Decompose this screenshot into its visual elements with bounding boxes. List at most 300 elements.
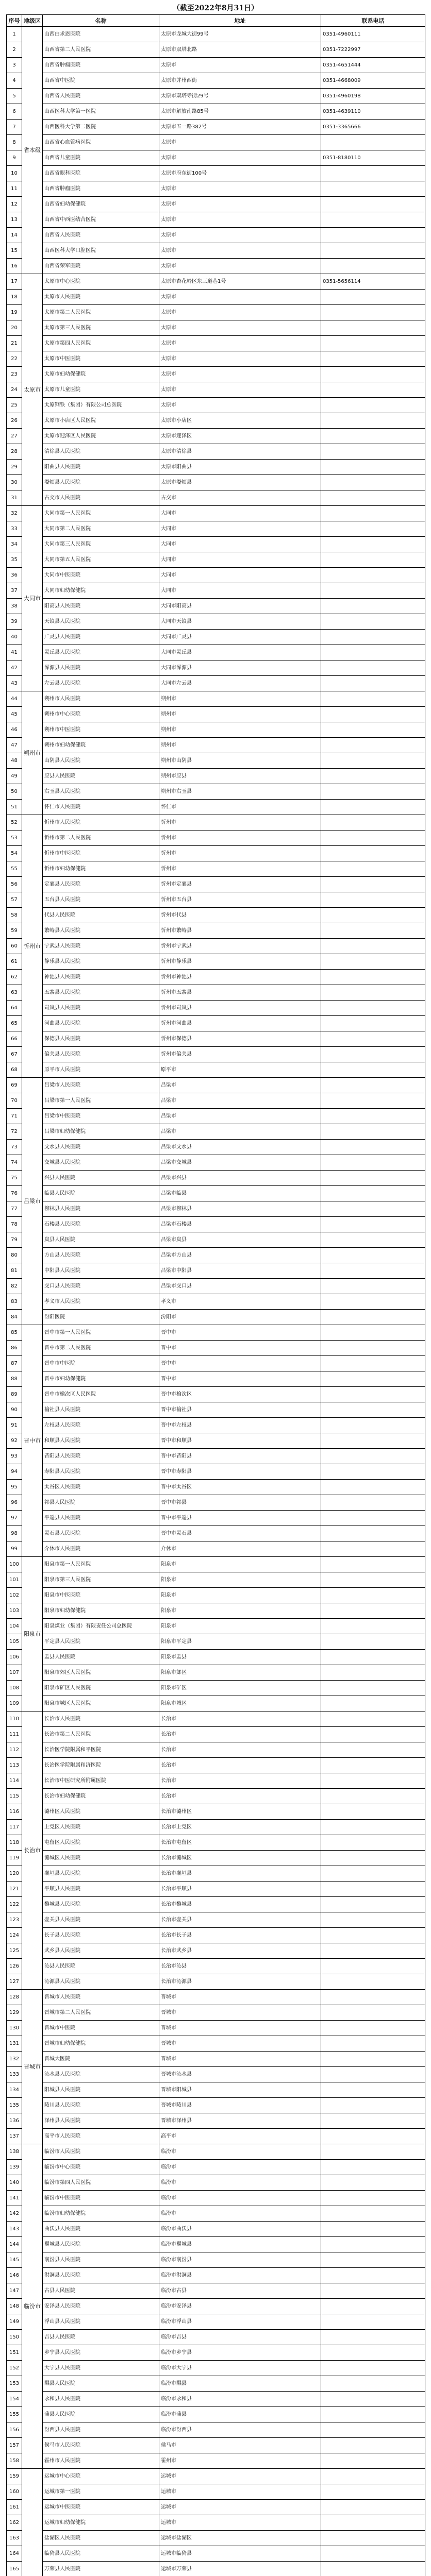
row-hospital-name: 蒲县人民医院: [43, 2407, 159, 2422]
row-seq: 99: [7, 1541, 22, 1557]
table-row: [7, 1418, 425, 1433]
row-phone: [321, 320, 425, 336]
table-row: [7, 831, 425, 846]
row-hospital-name: 上党区人民医院: [43, 1820, 159, 1835]
row-hospital-name: 吉县人民医院: [43, 2330, 159, 2345]
row-hospital-name: 文水县人民医院: [43, 1140, 159, 1155]
row-address: 长治市长子县: [159, 1928, 321, 1943]
row-phone: [321, 970, 425, 985]
row-city: 朔州市: [22, 691, 43, 815]
row-seq: 140: [7, 2175, 22, 2191]
table-row: [7, 1294, 425, 1310]
table-row: [7, 676, 425, 691]
row-hospital-name: 太谷区人民医院: [43, 1480, 159, 1495]
row-seq: 115: [7, 1789, 22, 1804]
row-hospital-name: 临汾市中心医院: [43, 2160, 159, 2175]
row-seq: 19: [7, 305, 22, 320]
table-row: [7, 2144, 425, 2160]
row-city: 阳泉市: [22, 1557, 43, 1711]
row-phone: [321, 2562, 425, 2576]
row-seq: 135: [7, 2098, 22, 2113]
table-row: [7, 1789, 425, 1804]
row-address: 大同市: [159, 583, 321, 599]
row-phone: [321, 1433, 425, 1449]
row-address: 运城市: [159, 2484, 321, 2500]
row-hospital-name: 广灵县人民医院: [43, 630, 159, 645]
row-address: 太原市龙城大街99号: [159, 27, 321, 42]
row-address: 晋城市沁水县: [159, 2067, 321, 2082]
row-address: 忻州市繁峙县: [159, 923, 321, 939]
row-phone: [321, 2144, 425, 2160]
table-row: [7, 2129, 425, 2144]
row-hospital-name: 偏关县人民医院: [43, 1047, 159, 1062]
row-address: 晋城市陵川县: [159, 2098, 321, 2113]
row-hospital-name: 长治市第二人民医院: [43, 1727, 159, 1742]
table-row: [7, 58, 425, 73]
row-hospital-name: 应县人民医院: [43, 769, 159, 784]
row-seq: 80: [7, 1248, 22, 1263]
row-seq: 77: [7, 1201, 22, 1217]
row-hospital-name: 霍州市人民医院: [43, 2453, 159, 2469]
table-row: [7, 815, 425, 831]
row-phone: [321, 2314, 425, 2330]
row-seq: 103: [7, 1603, 22, 1619]
table-row: [7, 1371, 425, 1387]
row-seq: 27: [7, 429, 22, 444]
table-row: [7, 1387, 425, 1402]
row-seq: 113: [7, 1758, 22, 1773]
row-seq: 7: [7, 120, 22, 135]
row-seq: 38: [7, 599, 22, 614]
row-seq: 129: [7, 2005, 22, 2021]
row-address: 长治市黎城县: [159, 1897, 321, 1912]
table-row: [7, 1773, 425, 1789]
row-seq: 112: [7, 1742, 22, 1758]
row-phone: [321, 490, 425, 506]
row-phone: [321, 2252, 425, 2268]
row-seq: 94: [7, 1464, 22, 1480]
row-seq: 18: [7, 290, 22, 305]
row-phone: 0351-4651444: [321, 58, 425, 73]
row-phone: [321, 1742, 425, 1758]
row-hospital-name: 平定县人民医院: [43, 1634, 159, 1650]
row-seq: 153: [7, 2376, 22, 2392]
row-phone: [321, 1449, 425, 1464]
row-seq: 84: [7, 1310, 22, 1325]
table-row: [7, 305, 425, 320]
row-seq: 12: [7, 197, 22, 212]
row-phone: [321, 290, 425, 305]
header-phone: 联系电话: [321, 15, 425, 27]
row-phone: [321, 1078, 425, 1093]
row-seq: 58: [7, 908, 22, 923]
row-address: 晋中市左权县: [159, 1418, 321, 1433]
row-phone: [321, 908, 425, 923]
row-phone: [321, 1897, 425, 1912]
row-phone: [321, 135, 425, 150]
row-seq: 123: [7, 1912, 22, 1928]
row-phone: 0351-4960111: [321, 27, 425, 42]
row-hospital-name: 泽州县人民医院: [43, 2113, 159, 2129]
row-phone: [321, 2330, 425, 2345]
row-hospital-name: 晋城大医院: [43, 2052, 159, 2067]
row-seq: 146: [7, 2268, 22, 2283]
row-phone: [321, 1279, 425, 1294]
row-seq: 31: [7, 490, 22, 506]
row-hospital-name: 山西医科大学第二医院: [43, 120, 159, 135]
row-phone: [321, 1974, 425, 1990]
hospital-table: [6, 14, 425, 2576]
row-seq: 97: [7, 1511, 22, 1526]
row-seq: 28: [7, 444, 22, 460]
row-address: 太原市: [159, 212, 321, 228]
row-address: 太原市府东街100号: [159, 166, 321, 181]
row-address: 长治市沁源县: [159, 1974, 321, 1990]
row-phone: [321, 2500, 425, 2515]
table-row: [7, 1572, 425, 1588]
row-seq: 150: [7, 2330, 22, 2345]
row-seq: 156: [7, 2422, 22, 2438]
table-row: [7, 846, 425, 861]
row-phone: [321, 2005, 425, 2021]
row-seq: 55: [7, 861, 22, 877]
row-seq: 147: [7, 2283, 22, 2299]
row-address: 长治市: [159, 1711, 321, 1727]
row-hospital-name: 昔阳县人民医院: [43, 1449, 159, 1464]
row-address: 太原市小店区: [159, 413, 321, 429]
table-row: [7, 104, 425, 120]
row-hospital-name: 阳泉市郊区人民医院: [43, 1665, 159, 1681]
row-phone: [321, 2160, 425, 2175]
row-phone: [321, 2021, 425, 2036]
table-row: [7, 1109, 425, 1124]
row-phone: [321, 2082, 425, 2098]
row-seq: 105: [7, 1634, 22, 1650]
table-row: [7, 939, 425, 954]
row-hospital-name: 运城市第一医院: [43, 2484, 159, 2500]
row-seq: 47: [7, 738, 22, 753]
row-hospital-name: 浮山县人民医院: [43, 2314, 159, 2330]
row-address: 大同市: [159, 552, 321, 568]
row-phone: [321, 815, 425, 831]
row-address: 晋城市: [159, 2052, 321, 2067]
row-phone: 0351-4639110: [321, 104, 425, 120]
table-row: [7, 769, 425, 784]
row-hospital-name: 阳泉煤业（集团）有限责任公司总医院: [43, 1619, 159, 1634]
row-phone: [321, 630, 425, 645]
row-address: 晋中市: [159, 1356, 321, 1371]
row-seq: 148: [7, 2299, 22, 2314]
row-phone: [321, 2345, 425, 2361]
table-row: [7, 2206, 425, 2222]
row-hospital-name: 沁县人民医院: [43, 1959, 159, 1974]
row-address: 太原市双塔北路: [159, 42, 321, 58]
table-row: [7, 691, 425, 707]
row-seq: 63: [7, 985, 22, 1001]
row-seq: 2: [7, 42, 22, 58]
table-row: [7, 2237, 425, 2252]
row-hospital-name: 山西省人民医院: [43, 89, 159, 104]
table-row: [7, 2531, 425, 2546]
row-hospital-name: 太原市中心医院: [43, 274, 159, 290]
row-seq: 92: [7, 1433, 22, 1449]
table-row: [7, 2252, 425, 2268]
row-phone: [321, 1418, 425, 1433]
row-hospital-name: 晋城市人民医院: [43, 1990, 159, 2005]
row-seq: 157: [7, 2438, 22, 2453]
row-phone: [321, 181, 425, 197]
row-phone: [321, 1851, 425, 1866]
table-row: [7, 2082, 425, 2098]
table-row: [7, 1928, 425, 1943]
row-seq: 44: [7, 691, 22, 707]
table-row: [7, 413, 425, 429]
row-address: 太原市娄烦县: [159, 475, 321, 490]
row-address: 晋城市泽州县: [159, 2113, 321, 2129]
row-address: 大同市: [159, 568, 321, 583]
row-hospital-name: 万荣县人民医院: [43, 2562, 159, 2576]
table-row: [7, 2345, 425, 2361]
row-phone: [321, 2113, 425, 2129]
row-phone: [321, 228, 425, 243]
table-row: [7, 1356, 425, 1371]
table-row: [7, 1093, 425, 1109]
table-row: [7, 1402, 425, 1418]
row-hospital-name: 定襄县人民医院: [43, 877, 159, 892]
row-address: 长治市: [159, 1727, 321, 1742]
row-address: 临汾市: [159, 2206, 321, 2222]
row-phone: [321, 382, 425, 398]
row-seq: 106: [7, 1650, 22, 1665]
row-address: 汾阳市: [159, 1310, 321, 1325]
row-seq: 23: [7, 367, 22, 382]
row-hospital-name: 阳泉市第三人民医院: [43, 1572, 159, 1588]
row-hospital-name: 曲沃县人民医院: [43, 2222, 159, 2237]
row-phone: [321, 1665, 425, 1681]
row-address: 运城市临猗县: [159, 2546, 321, 2562]
row-address: 晋中市榆次区: [159, 1387, 321, 1402]
row-hospital-name: 灵石县人民医院: [43, 1526, 159, 1541]
row-seq: 144: [7, 2237, 22, 2252]
row-hospital-name: 清徐县人民医院: [43, 444, 159, 460]
table-row: [7, 2484, 425, 2500]
row-seq: 138: [7, 2144, 22, 2160]
row-phone: [321, 2036, 425, 2052]
row-hospital-name: 五台县人民医院: [43, 892, 159, 908]
row-seq: 160: [7, 2484, 22, 2500]
row-hospital-name: 山西白求恩医院: [43, 27, 159, 42]
row-address: 长治市: [159, 1773, 321, 1789]
row-address: 吕梁市: [159, 1124, 321, 1140]
row-hospital-name: 大同市第三人民医院: [43, 537, 159, 552]
row-seq: 68: [7, 1062, 22, 1078]
row-phone: [321, 2376, 425, 2392]
row-hospital-name: 宁武县人民医院: [43, 939, 159, 954]
row-address: 吕梁市: [159, 1078, 321, 1093]
row-hospital-name: 石楼县人民医院: [43, 1217, 159, 1232]
row-seq: 69: [7, 1078, 22, 1093]
row-hospital-name: 太原市中医医院: [43, 351, 159, 367]
row-seq: 87: [7, 1356, 22, 1371]
row-address: 忻州市保德县: [159, 1031, 321, 1047]
table-row: [7, 2113, 425, 2129]
row-seq: 165: [7, 2562, 22, 2576]
row-seq: 76: [7, 1186, 22, 1201]
row-address: 忻州市五台县: [159, 892, 321, 908]
table-header-row: [7, 15, 425, 27]
row-address: 临汾市: [159, 2191, 321, 2206]
row-address: 长治市潞州区: [159, 1804, 321, 1820]
row-address: 太原市: [159, 135, 321, 150]
row-address: 晋中市寿阳县: [159, 1464, 321, 1480]
table-row: [7, 2453, 425, 2469]
row-phone: [321, 2546, 425, 2562]
row-address: 霍州市: [159, 2453, 321, 2469]
table-row: [7, 660, 425, 676]
row-hospital-name: 襄垣县人民医院: [43, 1866, 159, 1882]
row-seq: 22: [7, 351, 22, 367]
row-address: 长治市上党区: [159, 1820, 321, 1835]
row-seq: 104: [7, 1619, 22, 1634]
table-row: [7, 753, 425, 769]
row-address: 太原市清徐县: [159, 444, 321, 460]
row-address: 太原市: [159, 320, 321, 336]
table-row: [7, 1201, 425, 1217]
table-row: [7, 89, 425, 104]
row-phone: [321, 1171, 425, 1186]
row-address: 临汾市: [159, 2144, 321, 2160]
row-hospital-name: 原平市人民医院: [43, 1062, 159, 1078]
table-row: [7, 1016, 425, 1031]
row-city: 吕梁市: [22, 1078, 43, 1325]
row-hospital-name: 保德县人民医院: [43, 1031, 159, 1047]
row-seq: 10: [7, 166, 22, 181]
row-phone: [321, 1464, 425, 1480]
table-row: [7, 2469, 425, 2484]
table-row: [7, 1001, 425, 1016]
row-address: 朔州市: [159, 722, 321, 738]
table-row: [7, 2562, 425, 2576]
table-row: [7, 614, 425, 630]
row-seq: 4: [7, 73, 22, 89]
row-seq: 8: [7, 135, 22, 150]
row-address: 太原市: [159, 351, 321, 367]
row-hospital-name: 吕梁市中医医院: [43, 1109, 159, 1124]
row-address: 忻州市宁武县: [159, 939, 321, 954]
row-phone: [321, 367, 425, 382]
table-row: [7, 2052, 425, 2067]
row-phone: [321, 939, 425, 954]
row-address: 阳泉市盂县: [159, 1650, 321, 1665]
row-hospital-name: 运城市中医医院: [43, 2500, 159, 2515]
row-phone: [321, 2299, 425, 2314]
row-seq: 35: [7, 552, 22, 568]
row-seq: 64: [7, 1001, 22, 1016]
table-row: [7, 2005, 425, 2021]
row-address: 阳泉市: [159, 1588, 321, 1603]
row-phone: [321, 676, 425, 691]
row-phone: [321, 2407, 425, 2422]
table-row: [7, 1742, 425, 1758]
table-row: [7, 506, 425, 521]
row-phone: [321, 1681, 425, 1696]
row-seq: 29: [7, 460, 22, 475]
row-address: 临汾市汾西县: [159, 2422, 321, 2438]
row-address: 太原市五一路382号: [159, 120, 321, 135]
table-row: [7, 599, 425, 614]
row-address: 忻州市河曲县: [159, 1016, 321, 1031]
row-address: 古交市: [159, 490, 321, 506]
row-seq: 85: [7, 1325, 22, 1341]
row-phone: [321, 583, 425, 599]
row-address: 晋城市: [159, 1990, 321, 2005]
row-phone: [321, 1325, 425, 1341]
row-seq: 17: [7, 274, 22, 290]
table-row: [7, 135, 425, 150]
row-seq: 52: [7, 815, 22, 831]
table-row: [7, 1912, 425, 1928]
row-seq: 151: [7, 2345, 22, 2361]
row-phone: 0351-5656114: [321, 274, 425, 290]
row-phone: [321, 1356, 425, 1371]
row-hospital-name: 朔州市中医医院: [43, 722, 159, 738]
table-row: [7, 1619, 425, 1634]
row-phone: [321, 1866, 425, 1882]
table-row: [7, 274, 425, 290]
row-address: 太原市: [159, 243, 321, 259]
row-address: 临汾市大宁县: [159, 2361, 321, 2376]
row-address: 晋城市: [159, 2005, 321, 2021]
row-address: 晋中市: [159, 1341, 321, 1356]
table-row: [7, 382, 425, 398]
row-seq: 98: [7, 1526, 22, 1541]
row-hospital-name: 太原市儿童医院: [43, 382, 159, 398]
table-row: [7, 583, 425, 599]
row-address: 阳泉市平定县: [159, 1634, 321, 1650]
row-hospital-name: 运城市中心医院: [43, 2469, 159, 2484]
row-seq: 130: [7, 2021, 22, 2036]
row-seq: 155: [7, 2407, 22, 2422]
row-seq: 49: [7, 769, 22, 784]
table-row: [7, 212, 425, 228]
table-row: [7, 552, 425, 568]
row-phone: [321, 1619, 425, 1634]
table-row: [7, 2422, 425, 2438]
row-address: 吕梁市岚县: [159, 1232, 321, 1248]
row-seq: 65: [7, 1016, 22, 1031]
table-row: [7, 2098, 425, 2113]
row-address: 运城市: [159, 2515, 321, 2531]
row-address: 大同市: [159, 521, 321, 537]
row-address: 朔州市: [159, 707, 321, 722]
row-hospital-name: 高平市人民医院: [43, 2129, 159, 2144]
row-address: 长治市潞城区: [159, 1851, 321, 1866]
row-phone: [321, 985, 425, 1001]
row-hospital-name: 阳泉市妇幼保健院: [43, 1603, 159, 1619]
row-phone: [321, 351, 425, 367]
row-hospital-name: 太原市第四人民医院: [43, 336, 159, 351]
row-phone: [321, 1511, 425, 1526]
row-seq: 14: [7, 228, 22, 243]
table-row: [7, 970, 425, 985]
row-seq: 164: [7, 2546, 22, 2562]
row-seq: 15: [7, 243, 22, 259]
table-row: [7, 1727, 425, 1742]
row-phone: [321, 212, 425, 228]
row-phone: [321, 707, 425, 722]
row-address: 忻州市五寨县: [159, 985, 321, 1001]
row-phone: [321, 1155, 425, 1171]
